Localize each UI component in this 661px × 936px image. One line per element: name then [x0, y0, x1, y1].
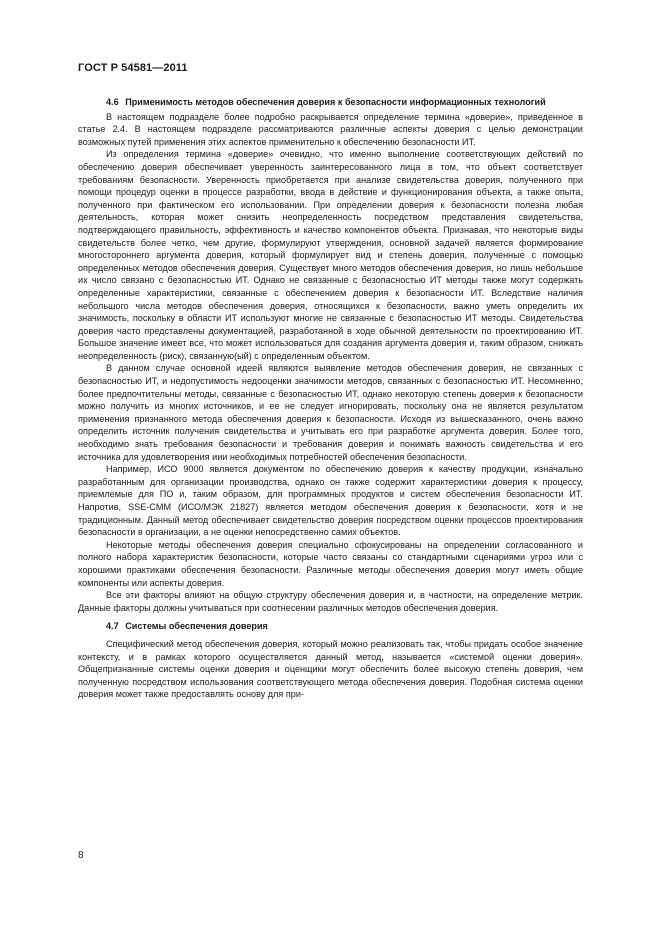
- paragraph: Например, ИСО 9000 является документом по обеспечению доверия к качеству продукции, изначально разработанным для организации производства, однако он также содержит характеристики доверия к процессу, приемлемые для ПО и, таким образом, для программных продуктов и систем обеспечения безопасности ИТ. Напротив, SSE-CMM (ИСО/МЭК 21827) является методом обеспечения доверия к безопасности, хотя и не традиционным. Данный метод обеспечивает свидетельство доверия посредством оценки процессов проектирования безопасности в организации, а не оценки непосредственно самих объектов.: [78, 464, 583, 538]
- section-number: 4.6: [106, 97, 119, 107]
- paragraph: Специфический метод обеспечения доверия, который можно реализовать так, чтобы придать особое значение контексту, и в рамках которого осуществляется данный метод, называется «системой оценки доверия». Общепризнанные системы оценки доверия и оценщики могут обеспечить более высокую степень доверия, чем полученную посредством использования соответствующего метода обеспечения доверия. Подобная система оценки доверия может также предоставлять основу для при-: [78, 638, 583, 700]
- document-body: [78, 96, 583, 701]
- section-heading: [78, 620, 583, 633]
- paragraph: В данном случае основной идеей являются выявление методов обеспечения доверия, не связанных с безопасностью ИТ, и недопустимость недооценки значимости методов, связанных с безопасностью ИТ. Несомненно, более предпочтительны методы, связанные с безопасностью ИТ, однако некоторую степень доверия к безопасности можно получить из многих источников, и ее не следует игнорировать, поскольку она не является результатом применения признанного метода обеспечения доверия к безопасности. Исходя из вышесказанного, очень важно определить источник получения свидетельства и учитывать его при разработке аргумента доверия. Более того, необходимо знать требования безопасности и требования доверия и понимать важность свидетельства и его источника для удовлетворения иии необходимых потребностей обеспечения безопасности.: [78, 363, 583, 462]
- document-header: ГОСТ Р 54581—2011: [78, 62, 188, 74]
- paragraph: Из определения термина «доверие» очевидно, что именно выполнение соответствующих действий по обеспечению доверия обеспечивает уверенность заинтересованного лица в том, что объект соответствует требованиям безопасности. Уверенность приобретается при анализе свидетельства доверия, полученного при помощи процедур оценки в процессе разработки, ввода в действие и функционирования объекта, а также опыта, полученного при фактическом его использовании. При определении доверия к безопасности полезна любая деятельность, которая может снизить неопределенность посредством представления свидетельства, подтверждающего правильность, эффективность и качество компонентов объекта. Признавая, что некоторые виды свидетельств более четко, чем другие, формулируют утверждения, основной задачей является формирование многостороннего аргумента доверия, который формулирует вид и степень доверия, полученные с помощью определенных методов обеспечения доверия. Существует много методов обеспечения доверия, но лишь небольшое их число связано с безопасностью ИТ. Однако не связанные с безопасностью ИТ методы также могут содержать определенные характеристики, связанные с обеспечением доверия к безопасности ИТ. Вследствие наличия небольшого числа методов обеспечения доверия, относящихся к безопасности, важно уметь определить их значимость, поскольку в области ИТ используют многие не связанные с безопасностью ИТ методы. Свидетельства доверия часто представлены документацией, разработанной в ходе обычной деятельности по проектированию ИТ. Большое значение имеет все, что может использоваться для создания аргумента доверия и, таким образом, снижать неопределенность (риск), связанную(ый) с определенным объектом.: [78, 149, 583, 361]
- paragraph: Все эти факторы влияют на общую структуру обеспечения доверия и, в частности, на определение метрик. Данные факторы должны учитываться при соотнесении различных методов обеспечения доверия.: [78, 590, 583, 613]
- paragraph: Некоторые методы обеспечения доверия специально сфокусированы на определении согласованного и полного набора характеристик безопасности, которые часто связаны со стандартными сценариями угроз или с хорошими практиками обеспечения безопасности. Различные методы обеспечения доверия могут иметь общие компоненты или аспекты доверия.: [78, 539, 583, 588]
- section-title: Системы обеспечения доверия: [125, 621, 268, 632]
- section-title: Применимость методов обеспечения доверия к безопасности информационных технологий: [125, 97, 546, 107]
- section-number: 4.7: [106, 621, 119, 632]
- section-heading: [78, 96, 583, 109]
- paragraph: В настоящем подразделе более подробно раскрывается определение термина «доверие», приведенное в статье 2.4. В настоящем подразделе рассматриваются различные аспекты доверия с целью демонстрации возможных путей применения этих аспектов применительно к обеспечению безопасности ИТ.: [78, 111, 583, 147]
- page-number: 8: [78, 850, 84, 861]
